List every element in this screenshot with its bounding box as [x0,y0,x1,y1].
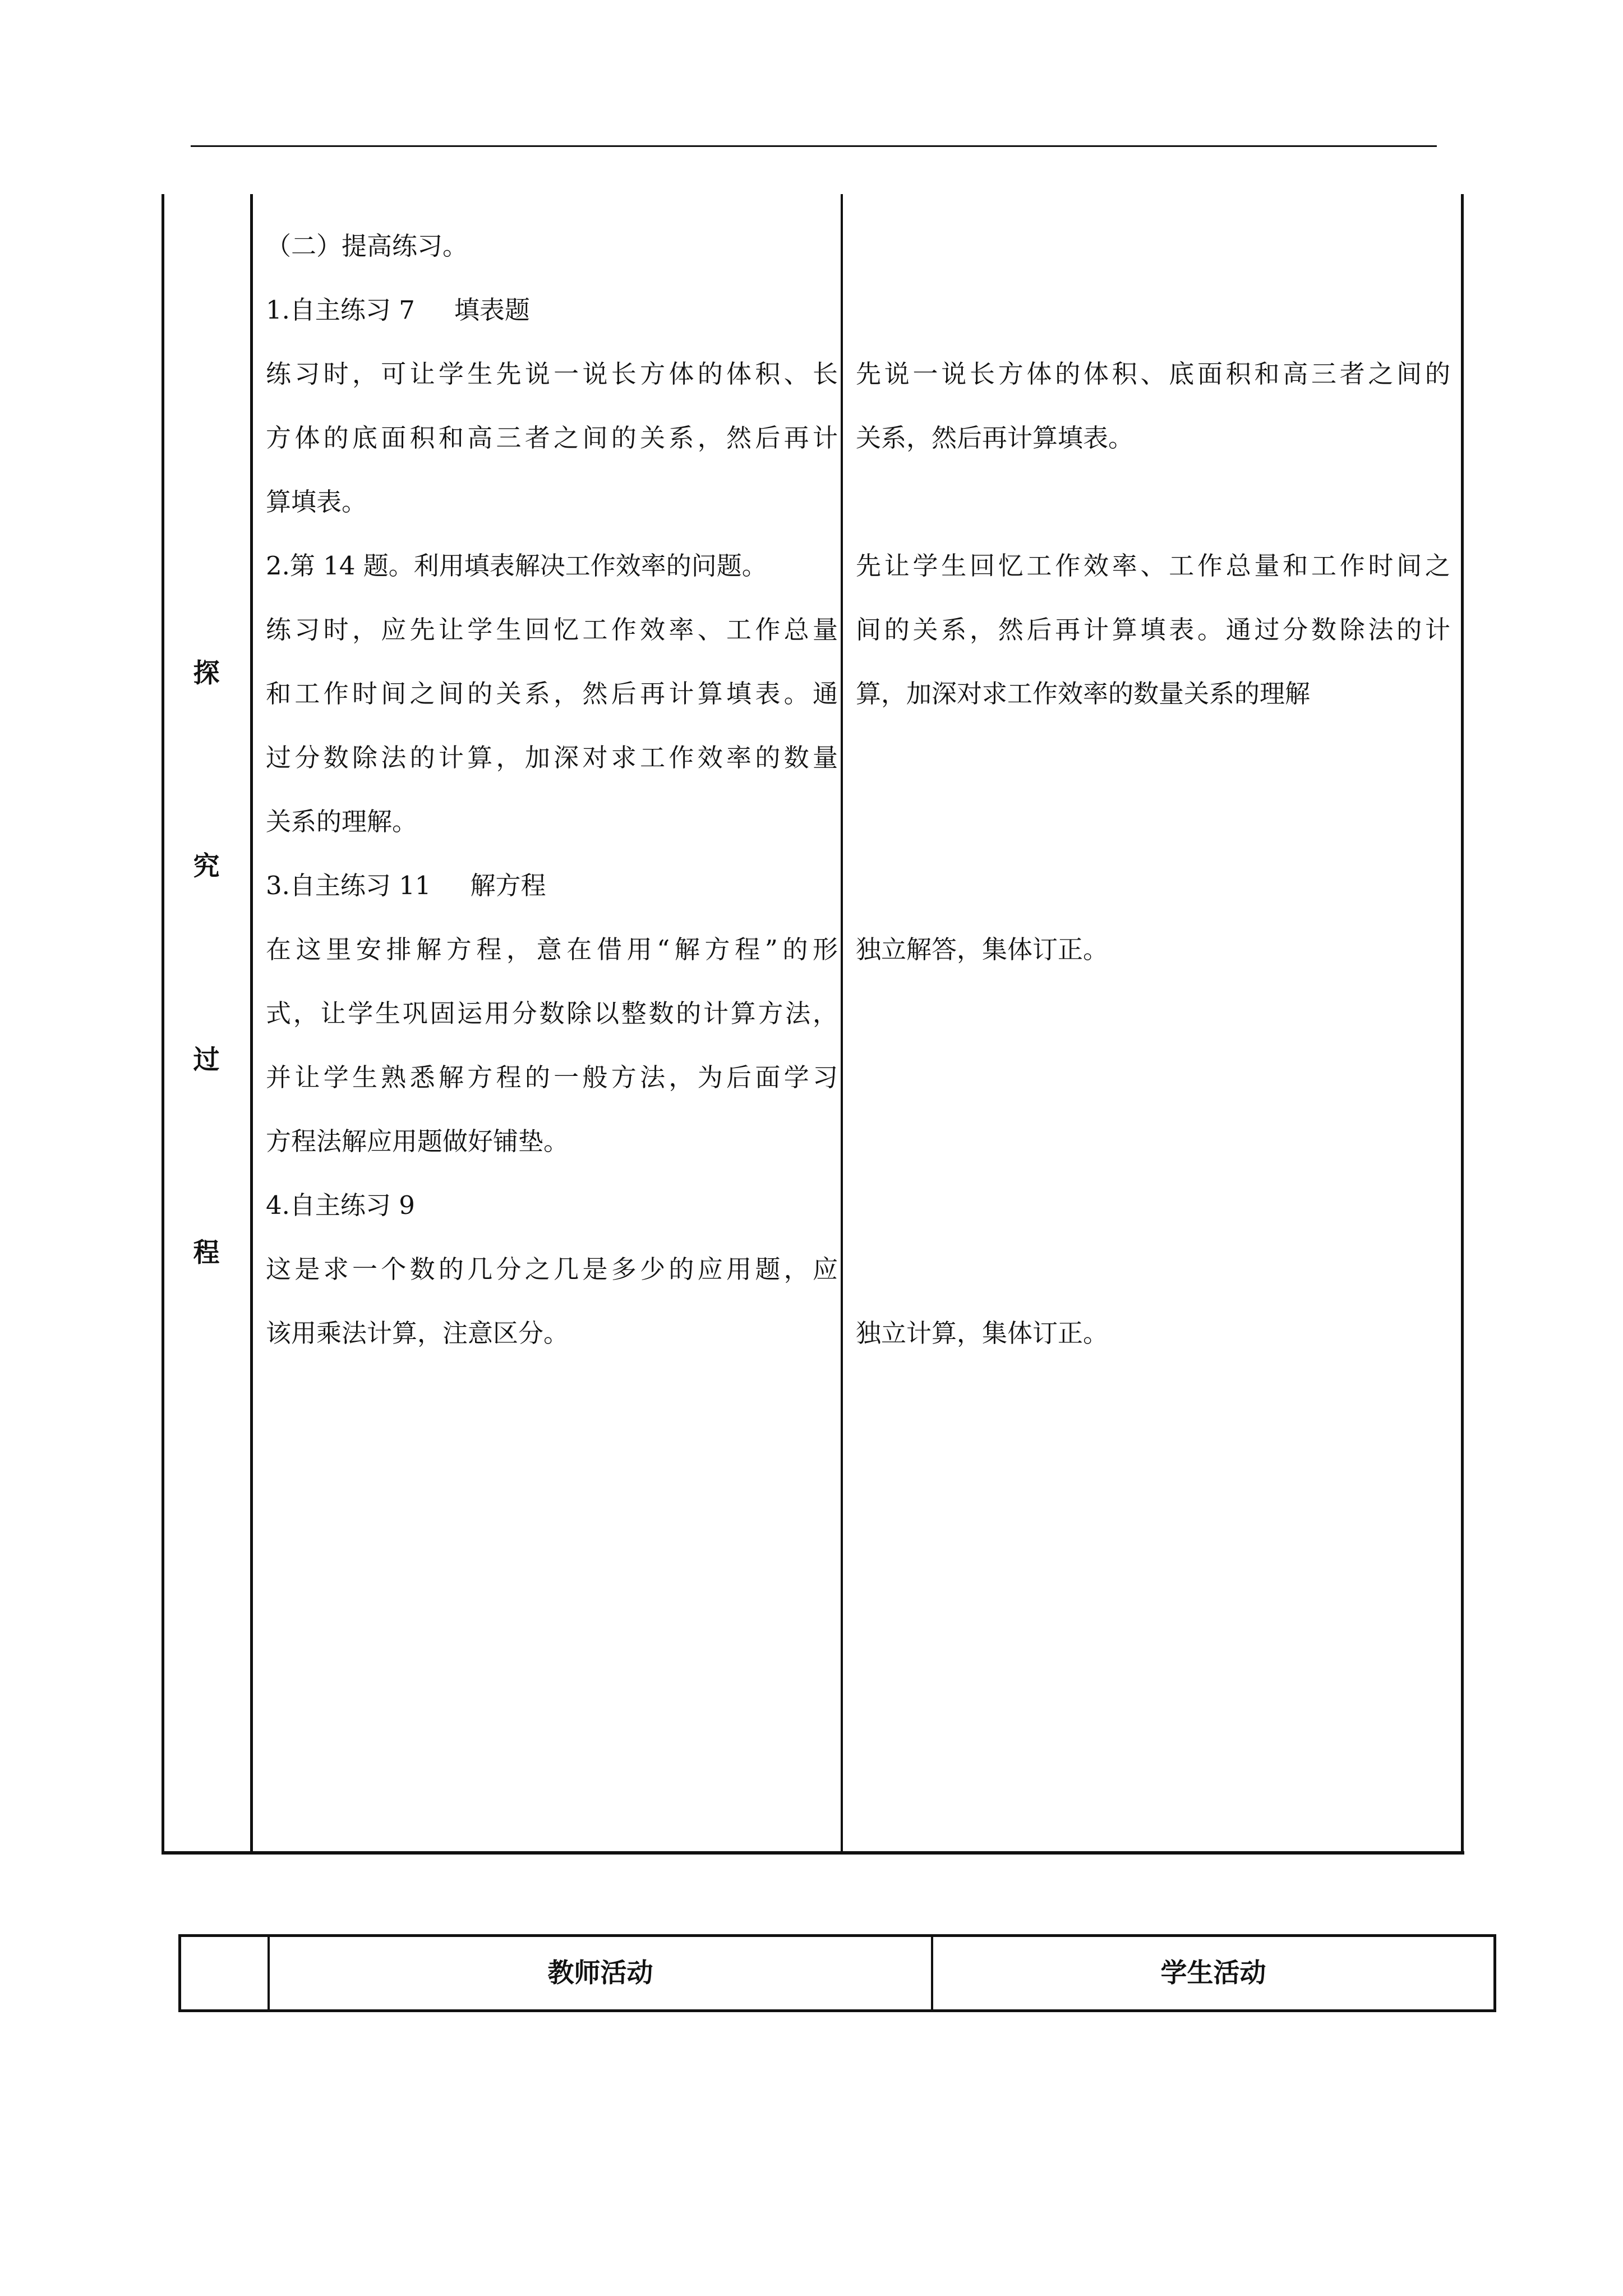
table-divider-student [841,194,843,1854]
student-line [856,1237,1450,1301]
table-divider-stage [250,194,253,1854]
teacher-line: 过分数除法的计算，加深对求工作效率的数量 [266,743,838,772]
teacher-line: 关系的理解。 [266,807,418,836]
teacher-line [266,278,838,342]
student-line: 先说一说长方体的体积、底面积和高三者之间的 [856,359,1450,389]
teacher-line: 练习时，可让学生先说一说长方体的体积、长 [266,359,838,389]
student-line [856,854,1450,918]
student-line [856,470,1450,534]
student-activity-header: 学生活动 [1160,1958,1266,1989]
exercise-title: 3.自主练习 11 [266,871,431,900]
student-line: 独立计算，集体订正。 [856,1318,1109,1348]
student-line [856,790,1450,854]
teacher-line: 算填表。 [266,487,367,517]
teacher-line: 方程法解应用题做好铺垫。 [266,1126,569,1156]
teacher-line: 和工作时间之间的关系，然后再计算填表。通 [266,679,838,708]
teacher-line: 练习时，应先让学生回忆工作效率、工作总量 [266,615,838,645]
teacher-line: 2.第 14 题。利用填表解决工作效率的问题。 [266,551,767,581]
teacher-line: 方体的底面积和高三者之间的关系，然后再计 [266,423,838,453]
student-activity-cell [856,214,1450,1365]
student-line [856,1046,1450,1110]
header-rule [191,145,1437,147]
activity-header-table [178,1934,1496,2012]
teacher-line: 这是求一个数的几分之几是多少的应用题，应 [266,1254,838,1284]
exercise-task: 填表题 [454,295,530,325]
student-line [856,1174,1450,1237]
student-line: 算，加深对求工作效率的数量关系的理解 [856,679,1311,708]
teacher-line [266,854,838,918]
table-border-right [1461,194,1464,1854]
student-line [856,214,1450,278]
stage-label-char: 程 [193,1237,220,1268]
student-line: 间的关系，然后再计算填表。通过分数除法的计 [856,615,1450,645]
teacher-activity-cell [266,214,838,1365]
teacher-line: 并让学生熟悉解方程的一般方法，为后面学习 [266,1062,838,1092]
exercise-title: 1.自主练习 7 [266,295,415,325]
teacher-activity-header: 教师活动 [547,1958,653,1989]
student-line: 关系，然后再计算填表。 [856,423,1134,453]
student-line [856,1110,1450,1174]
lesson-process-table [162,194,1464,1854]
teacher-line: 该用乘法计算，注意区分。 [266,1318,569,1348]
student-line [856,278,1450,342]
teacher-line: 4.自主练习 9 [266,1190,415,1220]
stage-label-char: 探 [193,658,220,689]
student-line: 先让学生回忆工作效率、工作总量和工作时间之 [856,551,1450,581]
teacher-line: 式，让学生巩固运用分数除以整数的计算方法， [266,999,838,1028]
teacher-line: 在这里安排解方程，意在借用“解方程”的形 [266,935,838,964]
student-line: 独立解答，集体订正。 [856,935,1109,964]
student-line [856,726,1450,790]
student-line [856,982,1450,1046]
exercise-task: 解方程 [470,871,546,900]
stage-label-char: 过 [193,1045,220,1075]
table-border-left [162,194,164,1854]
table-border-bottom [162,1851,1464,1855]
stage-label-char: 究 [193,851,220,882]
teacher-line: （二）提高练习。 [266,231,468,261]
